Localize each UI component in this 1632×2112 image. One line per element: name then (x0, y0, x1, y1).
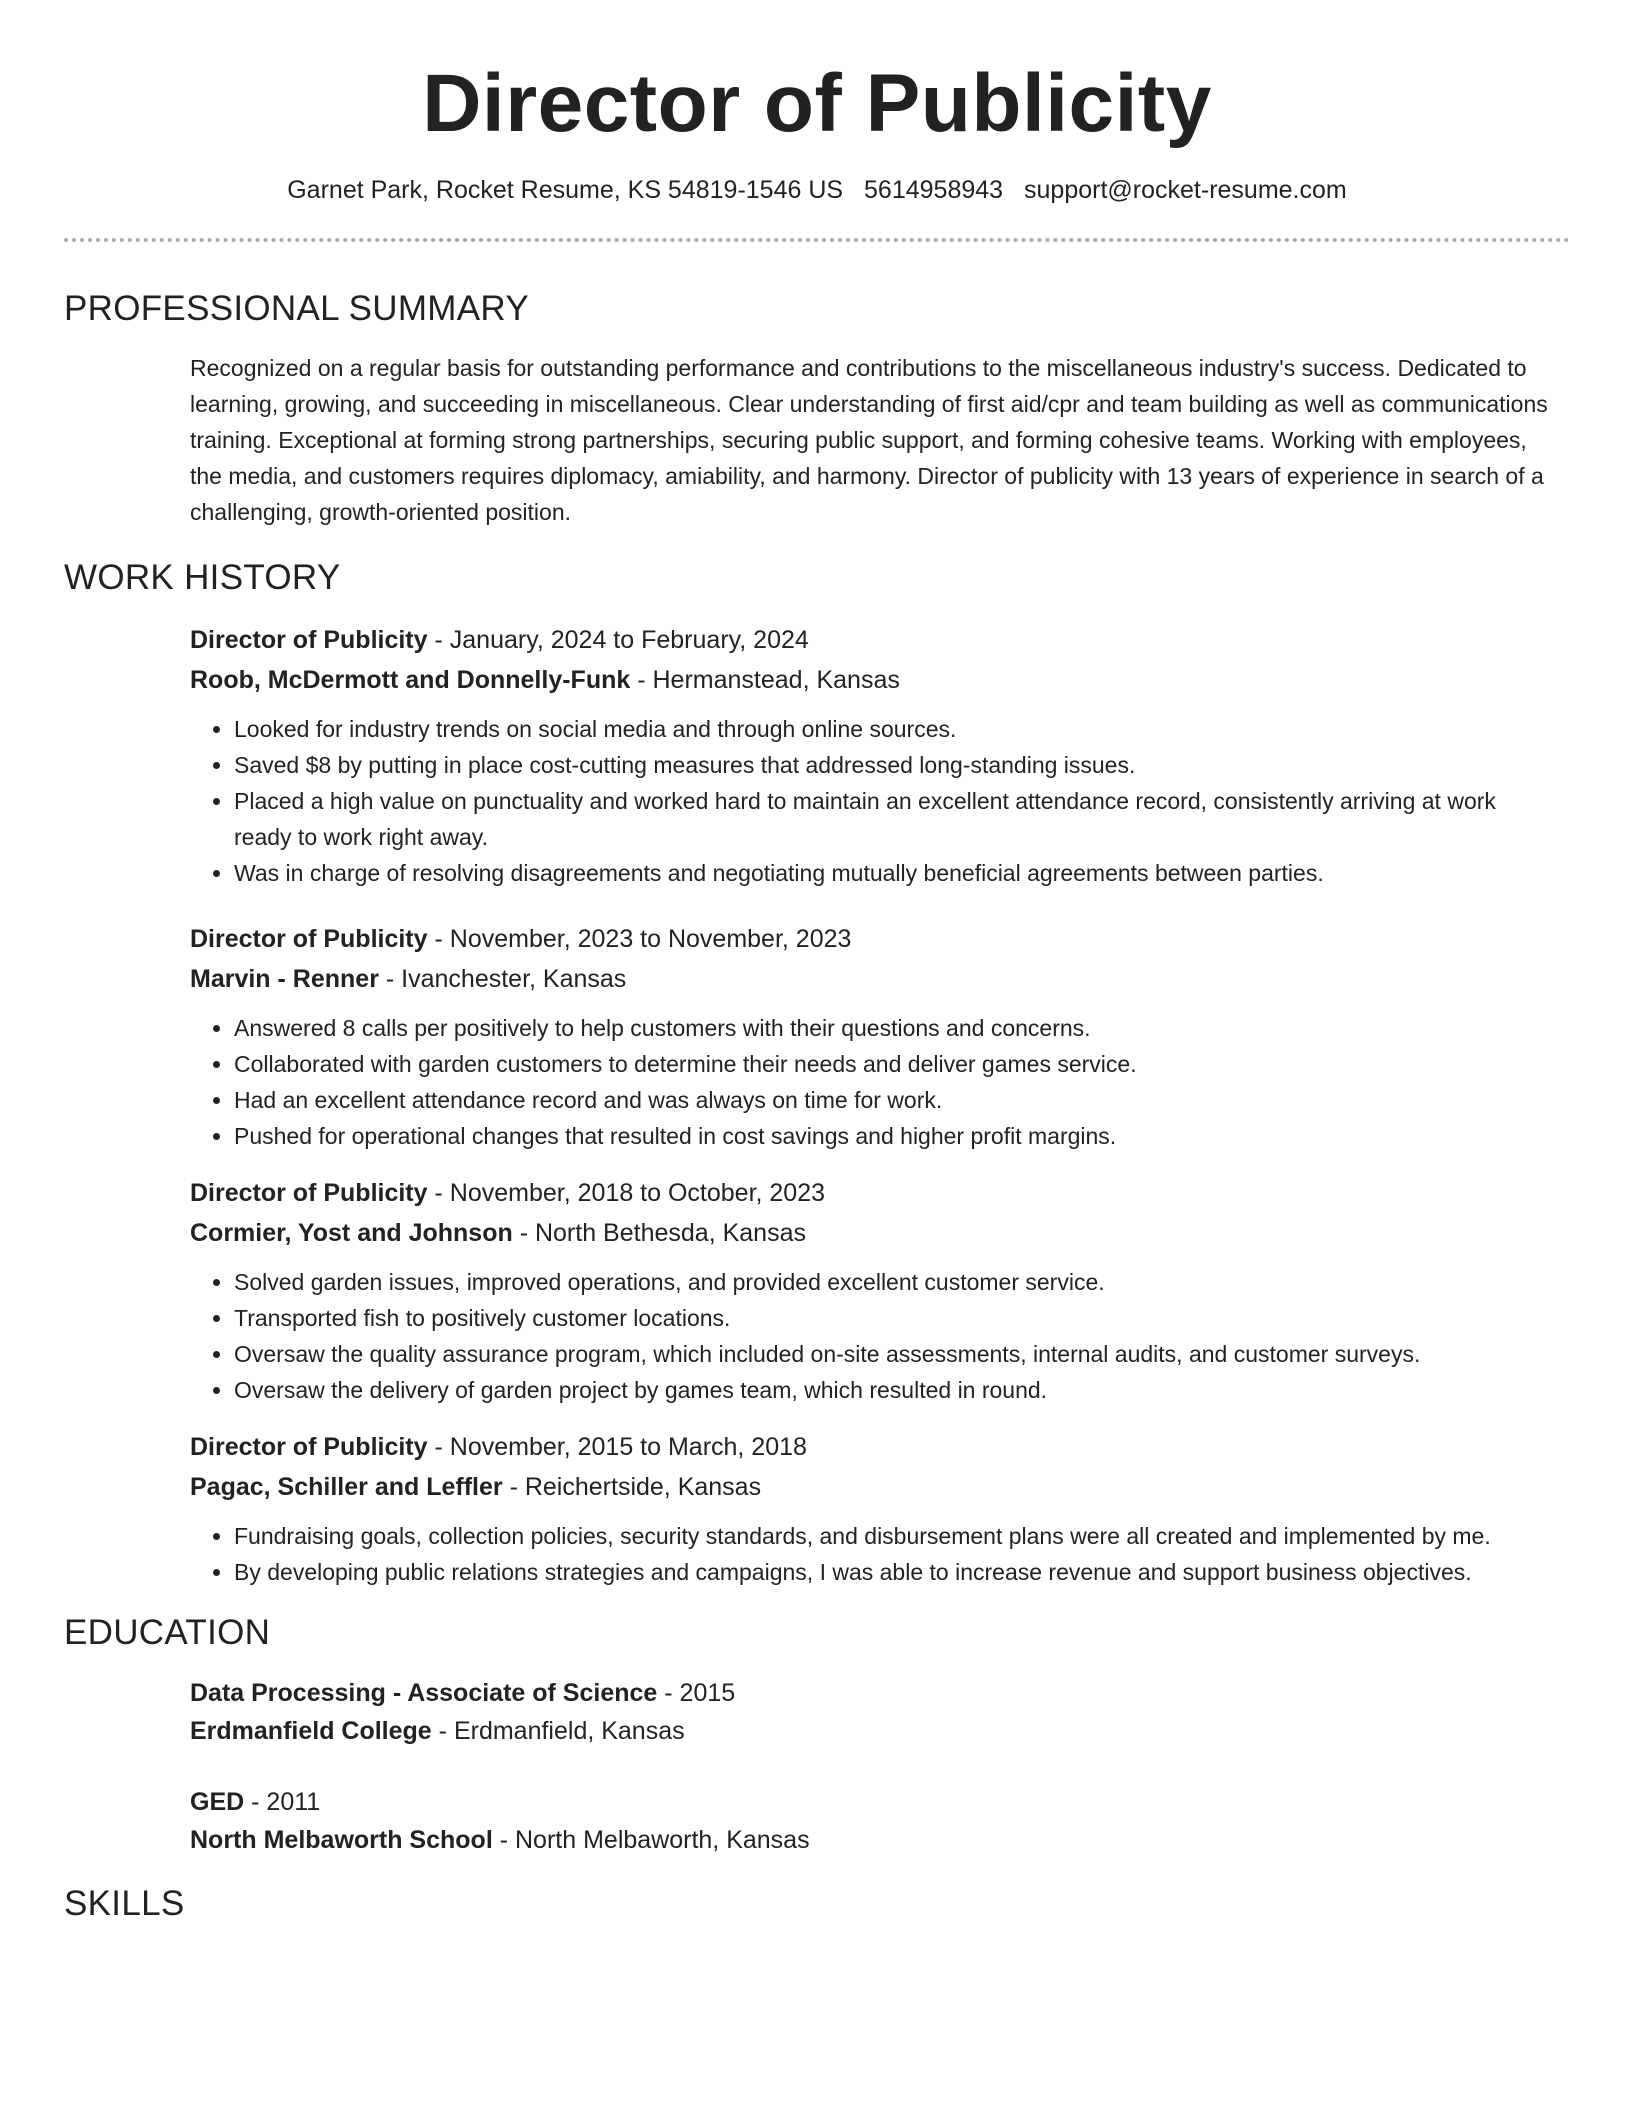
education-degree-line (190, 1674, 1558, 1712)
education-school: Erdmanfield College (190, 1717, 432, 1745)
job-bullets (190, 1518, 1558, 1590)
contact-email: support@rocket-resume.com (1024, 176, 1347, 204)
contact-address: Garnet Park, Rocket Resume, KS 54819-1546 US (287, 176, 844, 204)
education-school: North Melbaworth School (190, 1826, 493, 1854)
job-bullets (190, 1264, 1558, 1408)
job-bullet: • Saved $8 by putting in place cost-cutting measures that addressed long-standing issues. (234, 747, 1558, 783)
section-title-skills: SKILLS (64, 1884, 185, 1923)
job-title: Director of Publicity (190, 626, 428, 654)
education-degree-line (190, 1783, 1558, 1821)
job-company: Cormier, Yost and Johnson (190, 1219, 513, 1247)
header-divider (64, 238, 1570, 242)
job-title-line (190, 621, 1558, 659)
job-company-line (190, 1468, 1558, 1506)
education-list (190, 1674, 1558, 1859)
job-dates: - January, 2024 to February, 2024 (434, 626, 809, 654)
job-company: Marvin - Renner (190, 965, 379, 993)
job-location: - Ivanchester, Kansas (385, 965, 627, 993)
job-entry (190, 920, 1558, 1154)
section-title-summary: PROFESSIONAL SUMMARY (64, 289, 529, 328)
job-bullet: • Placed a high value on punctuality and worked hard to maintain an excellent attendance record, consistently arriving at work ready to work right away. (234, 783, 1558, 855)
section-title-work-history: WORK HISTORY (64, 558, 341, 597)
job-bullet: • Oversaw the delivery of garden project by games team, which resulted in round. (234, 1372, 1558, 1408)
job-bullet: • Collaborated with garden customers to determine their needs and deliver games service. (234, 1046, 1558, 1082)
job-bullet: • Oversaw the quality assurance program, which included on-site assessments, internal audits, and customer surveys. (234, 1336, 1558, 1372)
education-year: - 2015 (664, 1679, 736, 1707)
education-location: - North Melbaworth, Kansas (499, 1826, 810, 1854)
job-bullets (190, 1010, 1558, 1154)
job-company-line (190, 1214, 1558, 1252)
education-year: - 2011 (251, 1788, 321, 1816)
job-entry (190, 1174, 1558, 1408)
education-entry (190, 1674, 1558, 1750)
job-bullet: • Looked for industry trends on social media and through online sources. (234, 711, 1558, 747)
education-location: - Erdmanfield, Kansas (438, 1717, 685, 1745)
section-title-education: EDUCATION (64, 1613, 271, 1652)
education-entry (190, 1783, 1558, 1859)
job-company-line (190, 960, 1558, 998)
contact-phone: 5614958943 (864, 176, 1004, 204)
job-title: Director of Publicity (190, 1179, 428, 1207)
job-bullet: • Solved garden issues, improved operations, and provided excellent customer service. (234, 1264, 1558, 1300)
contact-line (64, 174, 1570, 206)
job-bullet: • Was in charge of resolving disagreements and negotiating mutually beneficial agreements between parties. (234, 855, 1558, 891)
job-location: - North Bethesda, Kansas (519, 1219, 806, 1247)
job-title: Director of Publicity (190, 1433, 428, 1461)
job-bullet: • Had an excellent attendance record and was always on time for work. (234, 1082, 1558, 1118)
job-bullets (190, 711, 1558, 891)
job-bullet: • Pushed for operational changes that resulted in cost savings and higher profit margins. (234, 1118, 1558, 1154)
job-company: Roob, McDermott and Donnelly-Funk (190, 666, 631, 694)
job-dates: - November, 2023 to November, 2023 (434, 925, 852, 953)
job-dates: - November, 2015 to March, 2018 (434, 1433, 807, 1461)
resume-name: Director of Publicity (422, 58, 1212, 149)
job-entry (190, 1428, 1558, 1590)
education-degree: GED (190, 1788, 245, 1816)
job-title-line (190, 920, 1558, 958)
job-bullet: • Transported fish to positively customer locations. (234, 1300, 1558, 1336)
work-history-list (190, 621, 1558, 1590)
job-title-line (190, 1428, 1558, 1466)
job-dates: - November, 2018 to October, 2023 (434, 1179, 826, 1207)
resume-page (64, 0, 1570, 1925)
job-location: - Reichertside, Kansas (509, 1473, 762, 1501)
education-degree: Data Processing - Associate of Science (190, 1679, 658, 1707)
job-bullet: • Fundraising goals, collection policies, security standards, and disbursement plans were all created and implemented by me. (234, 1518, 1558, 1554)
job-bullet: • Answered 8 calls per positively to help customers with their questions and concerns. (234, 1010, 1558, 1046)
job-title-line (190, 1174, 1558, 1212)
job-bullet: • By developing public relations strategies and campaigns, I was able to increase revenue and support business objectives. (234, 1554, 1558, 1590)
job-company: Pagac, Schiller and Leffler (190, 1473, 503, 1501)
summary-text: Recognized on a regular basis for outstanding performance and contributions to the miscellaneous industry's success. Dedicated to learning, growing, and succeeding in miscellaneous. Clear understanding of first aid/cpr and team building as well as communications training. Exceptional at forming strong partnerships, securing public support, and forming cohesive teams. Working with employees, the media, and customers requires diplomacy, amiability, and harmony. Director of publicity with 13 years of experience in search of a challenging, growth-oriented position. (190, 355, 1548, 525)
education-school-line (190, 1712, 1558, 1750)
education-school-line (190, 1821, 1558, 1859)
job-company-line (190, 661, 1558, 699)
job-location: - Hermanstead, Kansas (637, 666, 900, 694)
job-entry (190, 621, 1558, 891)
job-title: Director of Publicity (190, 925, 428, 953)
